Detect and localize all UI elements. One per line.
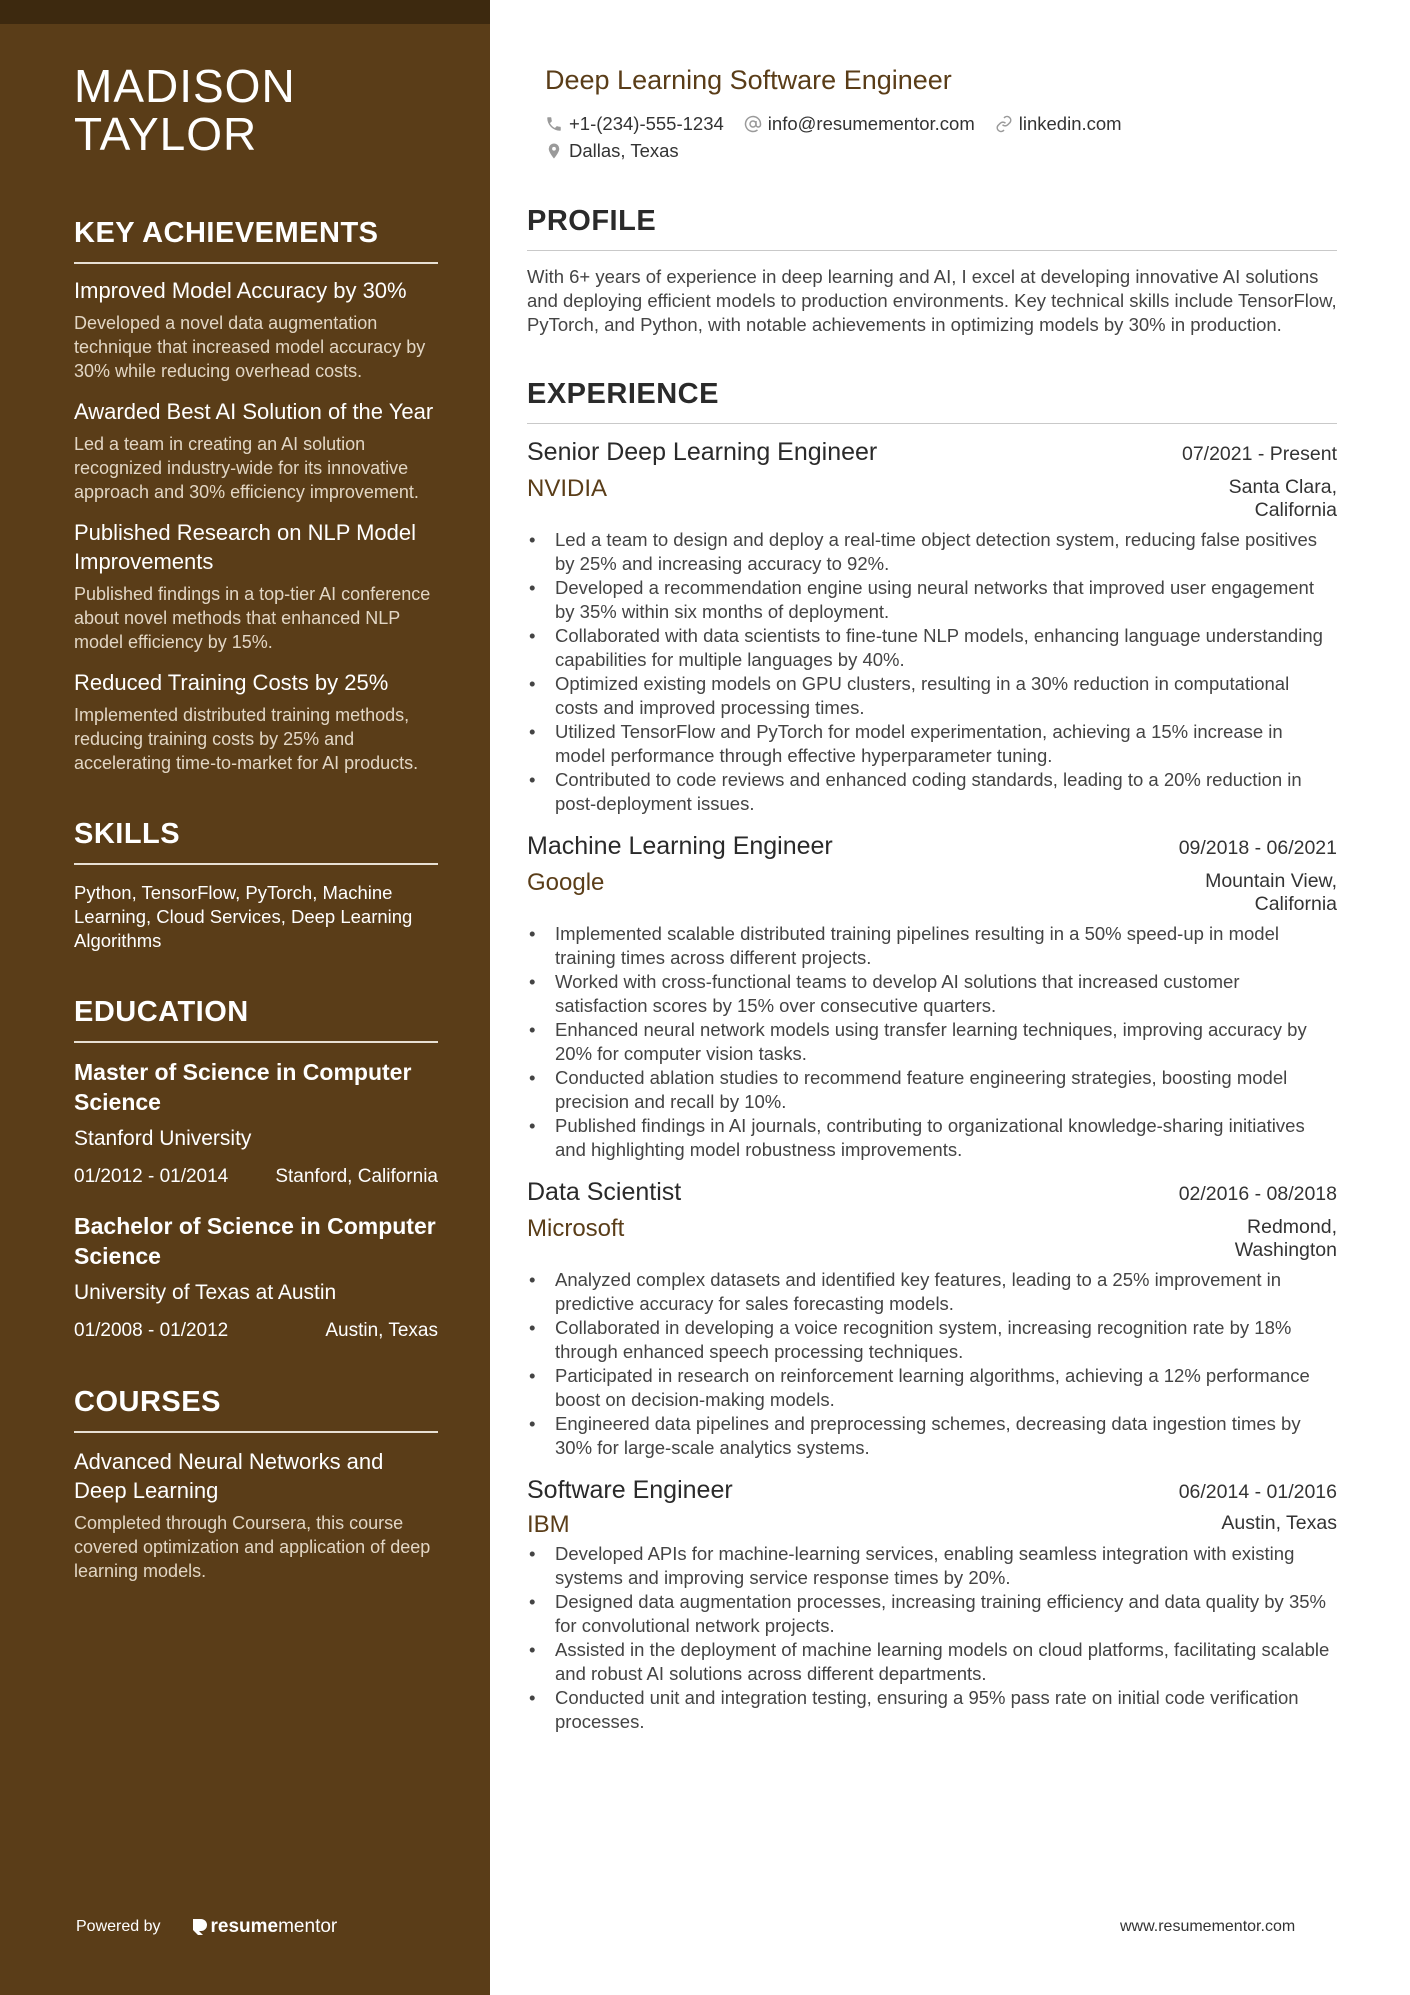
experience-header — [527, 1474, 1337, 1506]
contact-row — [545, 110, 1337, 137]
powered-by-label: Powered by — [76, 1918, 161, 1935]
achievement-desc: Developed a novel data augmentation technique that increased model accuracy by 30% while reducing overhead costs. — [74, 313, 426, 381]
phone-text: +1-(234)-555-1234 — [569, 112, 724, 134]
achievement-item — [74, 276, 438, 383]
experience-location: Santa Clara, California — [1228, 476, 1337, 521]
list-item: • Assisted in the deployment of machine learning models on cloud platforms, facilitating scalable and robust AI solutions across different departments. — [527, 1638, 1337, 1686]
education-school: University of Texas at Austin — [74, 1281, 337, 1304]
phone-icon — [545, 115, 563, 133]
experience-bullets — [527, 922, 1337, 1162]
experience-location: Mountain View, California — [1205, 870, 1337, 915]
skills-section — [74, 817, 438, 953]
link-icon — [995, 115, 1013, 133]
achievement-desc: Published findings in a top-tier AI conference about novel methods that enhanced NLP model efficiency by 15%. — [74, 584, 431, 652]
achievement-title: Awarded Best AI Solution of the Year — [74, 399, 434, 424]
list-item: • Conducted ablation studies to recommend feature engineering strategies, boosting model precision and recall by 10%. — [527, 1066, 1337, 1114]
education-dates: 01/2008 - 01/2012 — [74, 1320, 229, 1341]
education-meta — [74, 1165, 438, 1189]
achievement-desc: Led a team in creating an AI solution recognized industry-wide for its innovative approach and 30% efficiency improvement. — [74, 434, 419, 502]
experience-header — [527, 1176, 1337, 1208]
education-item — [74, 1211, 438, 1343]
experience-company: IBM — [527, 1511, 570, 1538]
last-name: TAYLOR — [74, 108, 258, 160]
job-title: Deep Learning Software Engineer — [545, 65, 952, 95]
education-meta — [74, 1319, 438, 1343]
education-section — [74, 995, 438, 1343]
footer-url[interactable]: www.resumementor.com — [1120, 1918, 1296, 1935]
experience-dates: 07/2021 - Present — [1181, 443, 1337, 465]
experience-company: NVIDIA — [527, 475, 608, 502]
main-content — [527, 62, 1337, 1734]
linkedin-text: linkedin.com — [1018, 112, 1122, 134]
experience-company: Google — [527, 869, 605, 896]
experience-role: Software Engineer — [527, 1476, 733, 1504]
contact-email[interactable] — [744, 113, 975, 135]
map-pin-icon — [545, 142, 563, 160]
experience-dates: 02/2016 - 08/2018 — [1178, 1183, 1337, 1205]
experience-bullets — [527, 528, 1337, 816]
list-item: • Participated in research on reinforcement learning algorithms, achieving a 12% performance boost on decision-making models. — [527, 1364, 1337, 1412]
achievement-item — [74, 668, 438, 775]
list-item: • Published findings in AI journals, contributing to organizational knowledge-sharing initiatives and highlighting model robustness improvements. — [527, 1114, 1337, 1162]
experience-item — [527, 1176, 1337, 1460]
brand-logo[interactable] — [191, 1916, 338, 1938]
list-item: • Analyzed complex datasets and identified key features, leading to a 25% improvement in predictive accuracy for sales forecasting models. — [527, 1268, 1337, 1316]
list-item: • Developed APIs for machine-learning services, enabling seamless integration with existing systems and improving service response times by 20%. — [527, 1542, 1337, 1590]
experience-header — [527, 436, 1337, 468]
list-item: • Conducted unit and integration testing, ensuring a 95% pass rate on initial code verification processes. — [527, 1686, 1337, 1734]
experience-dates: 06/2014 - 01/2016 — [1178, 1481, 1337, 1503]
experience-item — [527, 830, 1337, 1162]
sidebar-top-band — [0, 0, 490, 24]
contact-location — [545, 140, 679, 162]
experience-dates: 09/2018 - 06/2021 — [1178, 837, 1337, 859]
experience-section — [527, 377, 1337, 1734]
experience-header — [527, 830, 1337, 862]
education-degree: Bachelor of Science in Computer Science — [74, 1213, 436, 1269]
skills-list: Python, TensorFlow, PyTorch, Machine Learning, Cloud Services, Deep Learning Algorithms — [74, 882, 413, 951]
achievement-title: Reduced Training Costs by 25% — [74, 670, 389, 695]
contact-linkedin[interactable] — [995, 113, 1122, 135]
candidate-name — [74, 62, 438, 158]
list-item: • Collaborated in developing a voice recognition system, increasing recognition rate by 18% through enhanced speech processing techniques. — [527, 1316, 1337, 1364]
list-item: • Designed data augmentation processes, increasing training efficiency and data quality by 35% for convolutional network projects. — [527, 1590, 1337, 1638]
first-name: MADISON — [74, 60, 296, 112]
education-title: EDUCATION — [74, 995, 438, 1043]
brand-name-light: mentor — [278, 1916, 338, 1937]
course-title: Advanced Neural Networks and Deep Learning — [74, 1449, 384, 1503]
experience-title: EXPERIENCE — [527, 377, 1337, 424]
email-text: info@resumementor.com — [767, 112, 975, 134]
list-item: • Optimized existing models on GPU clusters, resulting in a 30% reduction in computational costs and improved processing times. — [527, 672, 1337, 720]
profile-title: PROFILE — [527, 204, 1337, 251]
experience-location: Redmond, Washington — [1234, 1216, 1337, 1261]
achievements-section — [74, 216, 438, 775]
list-item: • Enhanced neural network models using transfer learning techniques, improving accuracy by 20% for computer vision tasks. — [527, 1018, 1337, 1066]
education-degree: Master of Science in Computer Science — [74, 1059, 412, 1115]
list-item: • Led a team to design and deploy a real-time object detection system, reducing false positives by 25% and increasing accuracy to 92%. — [527, 528, 1337, 576]
list-item: • Implemented scalable distributed training pipelines resulting in a 50% speed-up in model training times across different projects. — [527, 922, 1337, 970]
achievement-item — [74, 518, 438, 654]
courses-title: COURSES — [74, 1385, 438, 1433]
profile-section — [527, 204, 1337, 337]
profile-summary: With 6+ years of experience in deep learning and AI, I excel at developing innovative AI solutions and deploying efficient models to production environments. Key technical skills include TensorFlow, PyTorch, and Python, with notable achievements in optimizing models by 30% in production. — [527, 266, 1337, 335]
list-item: • Utilized TensorFlow and PyTorch for model experimentation, achieving a 15% increase in model performance through effective hyperparameter tuning. — [527, 720, 1337, 768]
education-location: Stanford, California — [275, 1166, 438, 1187]
experience-subheader — [527, 474, 1337, 522]
list-item: • Developed a recommendation engine using neural networks that improved user engagement by 35% within six months of deployment. — [527, 576, 1337, 624]
experience-location: Austin, Texas — [1221, 1512, 1337, 1534]
list-item: • Engineered data pipelines and preprocessing schemes, decreasing data ingestion times by 30% for large-scale analytics systems. — [527, 1412, 1337, 1460]
education-school: Stanford University — [74, 1127, 252, 1150]
brand-name-bold: resume — [210, 1916, 279, 1937]
list-item: • Collaborated with data scientists to fine-tune NLP models, enhancing language understanding capabilities for multiple languages by 40%. — [527, 624, 1337, 672]
experience-role: Senior Deep Learning Engineer — [527, 438, 878, 466]
experience-company: Microsoft — [527, 1215, 625, 1242]
achievement-desc: Implemented distributed training methods, reducing training costs by 25% and accelerating time-to-market for AI products. — [74, 705, 419, 773]
brand-mark-icon — [191, 1917, 207, 1937]
achievement-item — [74, 397, 438, 504]
contact-phone[interactable] — [545, 113, 724, 135]
contact-info — [545, 110, 1337, 164]
experience-item — [527, 1474, 1337, 1734]
experience-item — [527, 436, 1337, 816]
courses-section — [74, 1385, 438, 1583]
experience-role: Data Scientist — [527, 1178, 682, 1206]
contact-row — [545, 137, 1337, 164]
education-location: Austin, Texas — [325, 1320, 438, 1341]
list-item: • Contributed to code reviews and enhanced coding standards, leading to a 20% reduction in post-deployment issues. — [527, 768, 1337, 816]
powered-by — [76, 1916, 337, 1938]
experience-role: Machine Learning Engineer — [527, 832, 833, 860]
achievement-title: Improved Model Accuracy by 30% — [74, 278, 407, 303]
list-item: • Worked with cross-functional teams to develop AI solutions that increased customer satisfaction scores by 15% over consecutive quarters. — [527, 970, 1337, 1018]
sidebar-content — [74, 62, 438, 1583]
skills-title: SKILLS — [74, 817, 438, 865]
sidebar — [0, 0, 490, 1995]
education-item — [74, 1057, 438, 1189]
experience-bullets — [527, 1268, 1337, 1460]
location-text: Dallas, Texas — [569, 139, 679, 161]
achievements-title: KEY ACHIEVEMENTS — [74, 216, 438, 264]
experience-subheader — [527, 868, 1337, 916]
experience-subheader — [527, 1214, 1337, 1262]
course-desc: Completed through Coursera, this course covered optimization and application of deep learning models. — [74, 1513, 431, 1581]
at-icon — [744, 115, 762, 133]
achievement-title: Published Research on NLP Model Improvements — [74, 520, 417, 574]
education-dates: 01/2012 - 01/2014 — [74, 1166, 229, 1187]
experience-bullets — [527, 1542, 1337, 1734]
experience-subheader — [527, 1510, 1337, 1540]
